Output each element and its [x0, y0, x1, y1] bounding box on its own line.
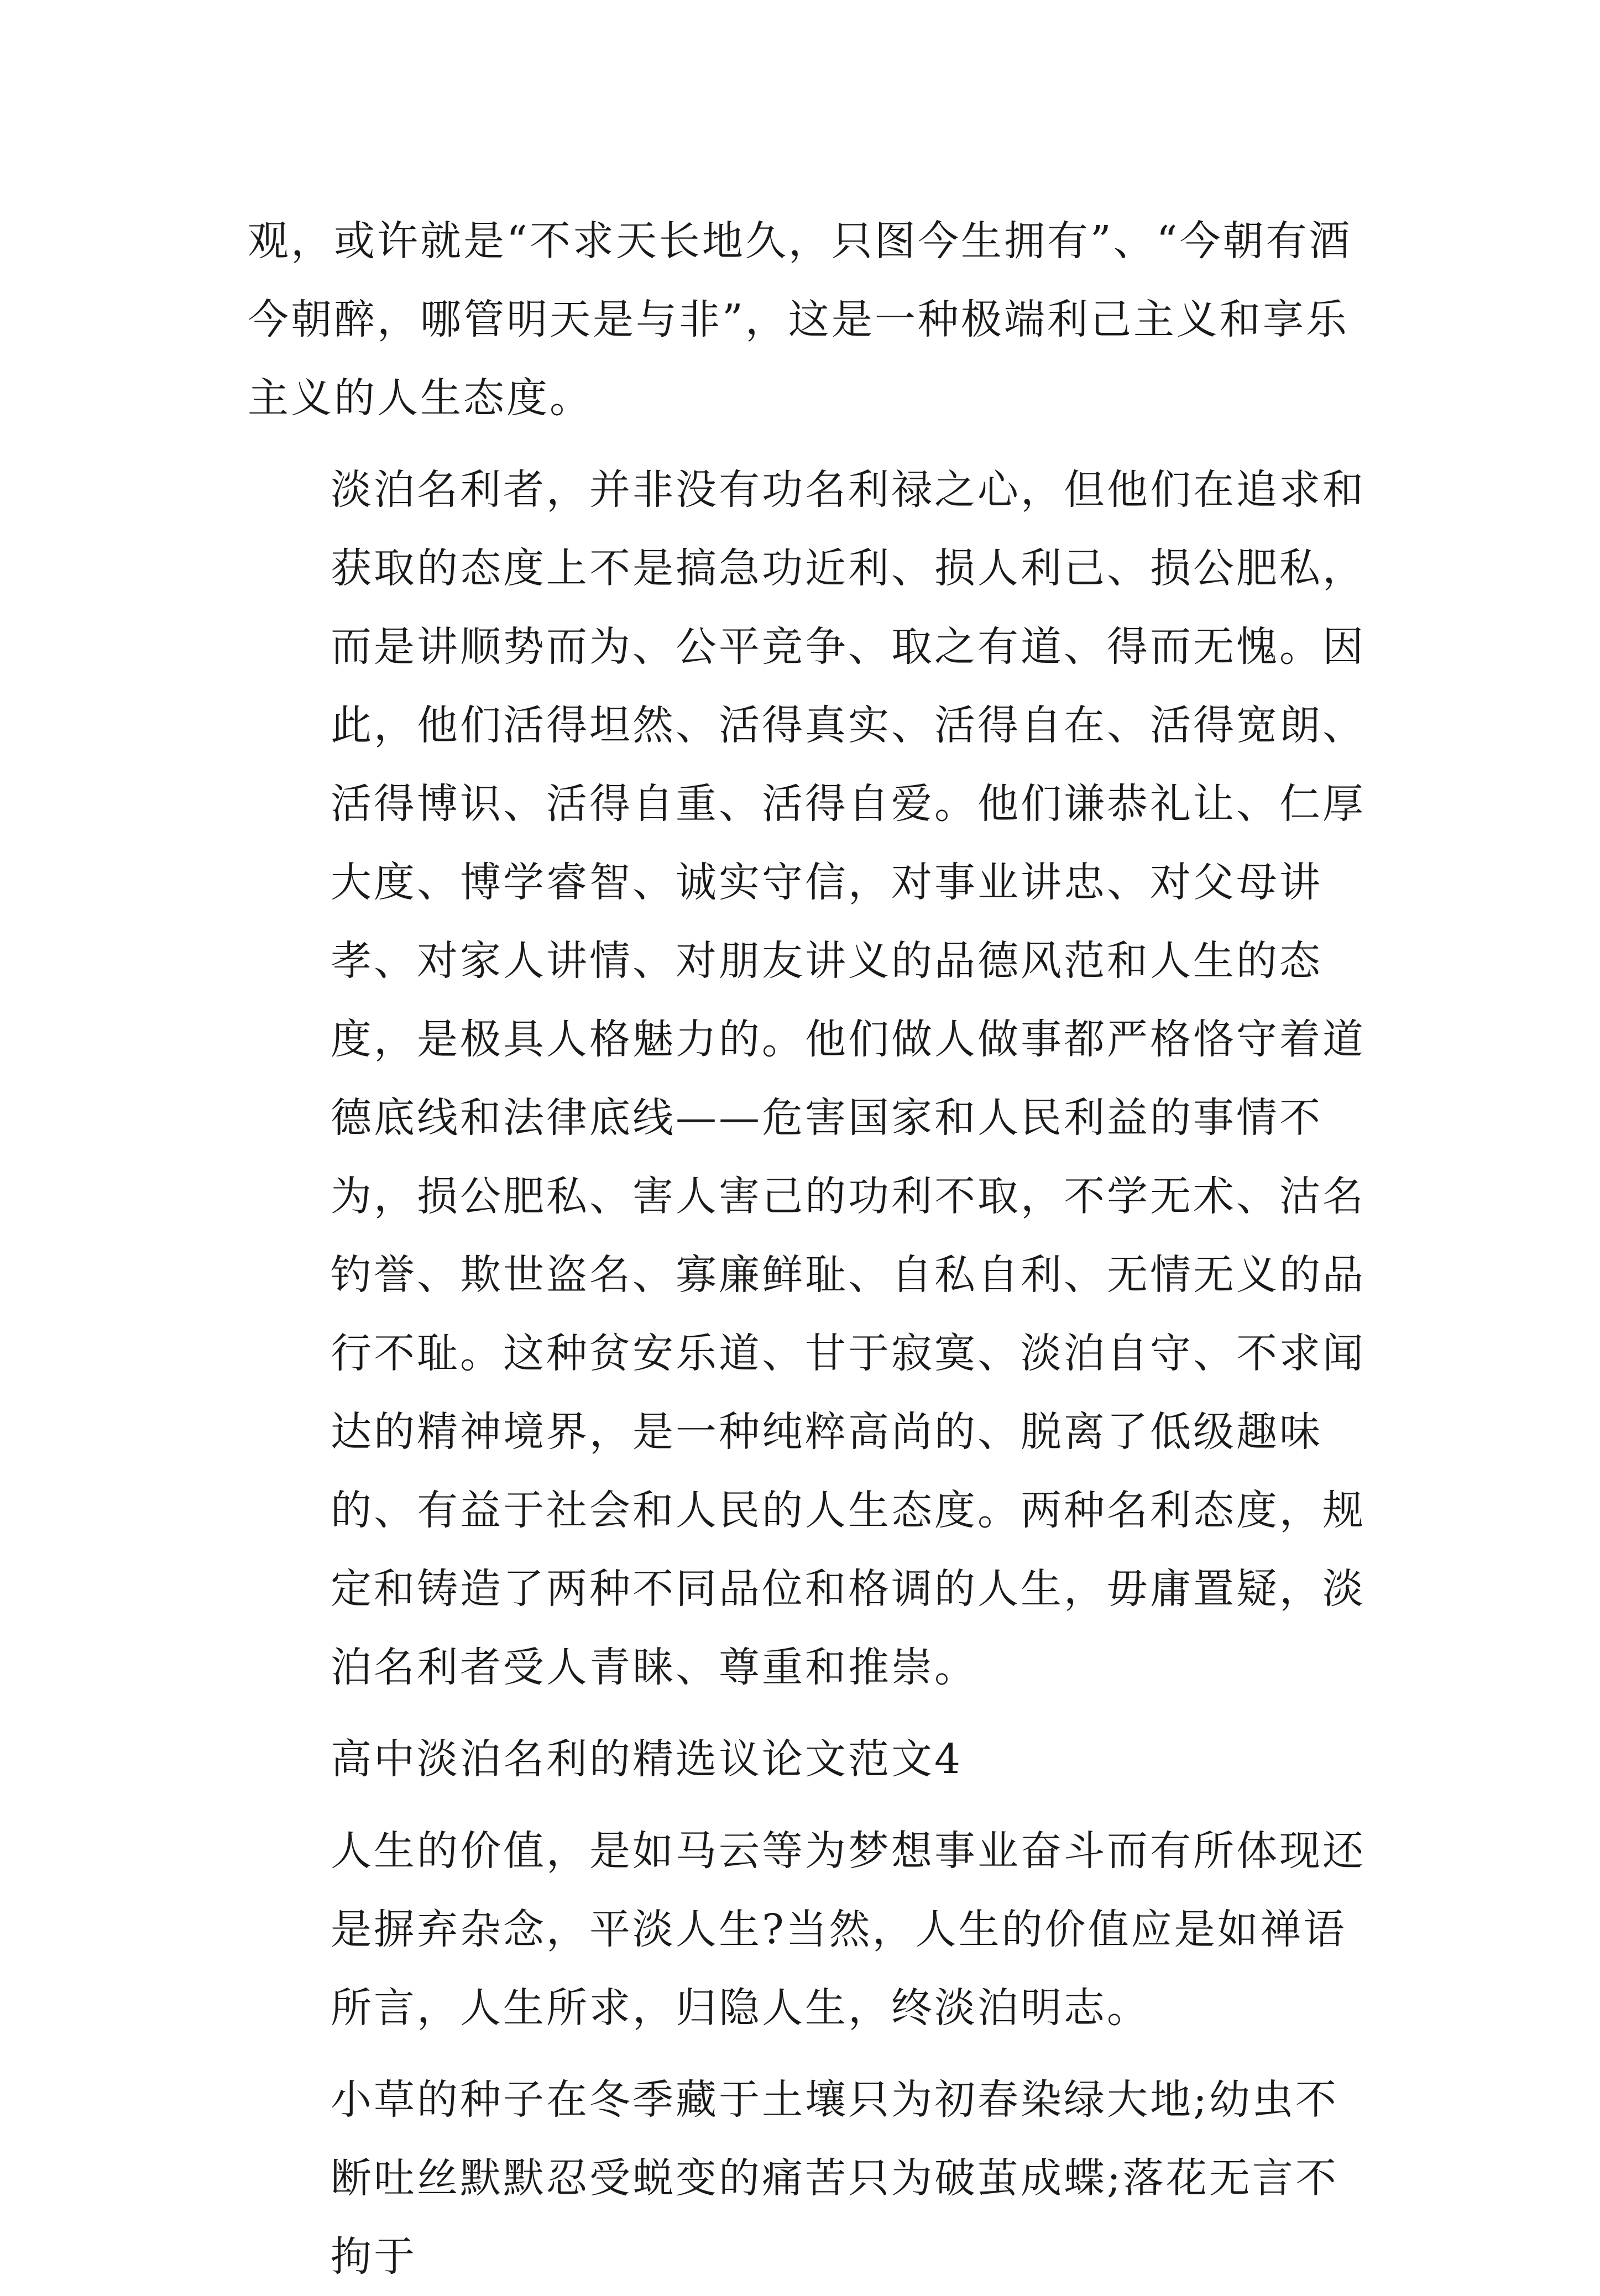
paragraph-continuation: 观，或许就是“不求天长地久，只图今生拥有”、“今朝有酒今朝醉，哪管明天是与非”，这是一种极端利己主义和享乐主义的人生态度。 [248, 217, 1352, 422]
document-body [248, 202, 1376, 2296]
essay-heading: 高中淡泊名利的精选议论文范文4 [331, 1735, 963, 1783]
paragraph-indifference-to-fame: 淡泊名利者，并非没有功名利禄之心，但他们在追求和获取的态度上不是搞急功近利、损人利己、损公肥私，而是讲顺势而为、公平竞争、取之有道、得而无愧。因此，他们活得坦然、活得真实、活得自在、活得宽朗、活得博识、活得自重、活得自爱。他们谦恭礼让、仁厚大度、博学睿智、诚实守信，对事业讲忠、对父母讲孝、对家人讲情、对朋友讲义的品德风范和人生的态度，是极具人格魅力的。他们做人做事都严格恪守着道德底线和法律底线——危害国家和人民利益的事情不为，损公肥私、害人害己的功利不取，不学无术、沽名钓誉、欺世盗名、寡廉鲜耻、自私自利、无情无义的品行不耻。这种贫安乐道、甘于寂寞、淡泊自守、不求闻达的精神境界，是一种纯粹高尚的、脱离了低级趣味的、有益于社会和人民的人生态度。两种名利态度，规定和铸造了两种不同品位和格调的人生，毋庸置疑，淡泊名利者受人青睐、尊重和推崇。 [331, 466, 1366, 1691]
paragraph-grass-seed: 小草的种子在冬季藏于土壤只为初春染绿大地;幼虫不断吐丝默默忍受蜕变的痛苦只为破茧成蝶;落花无言不拘于 [331, 2076, 1338, 2281]
paragraph-value-of-life: 人生的价值，是如马云等为梦想事业奋斗而有所体现还是摒弃杂念，平淡人生?当然，人生的价值应是如禅语所言，人生所求，归隐人生，终淡泊明志。 [331, 1827, 1366, 2032]
